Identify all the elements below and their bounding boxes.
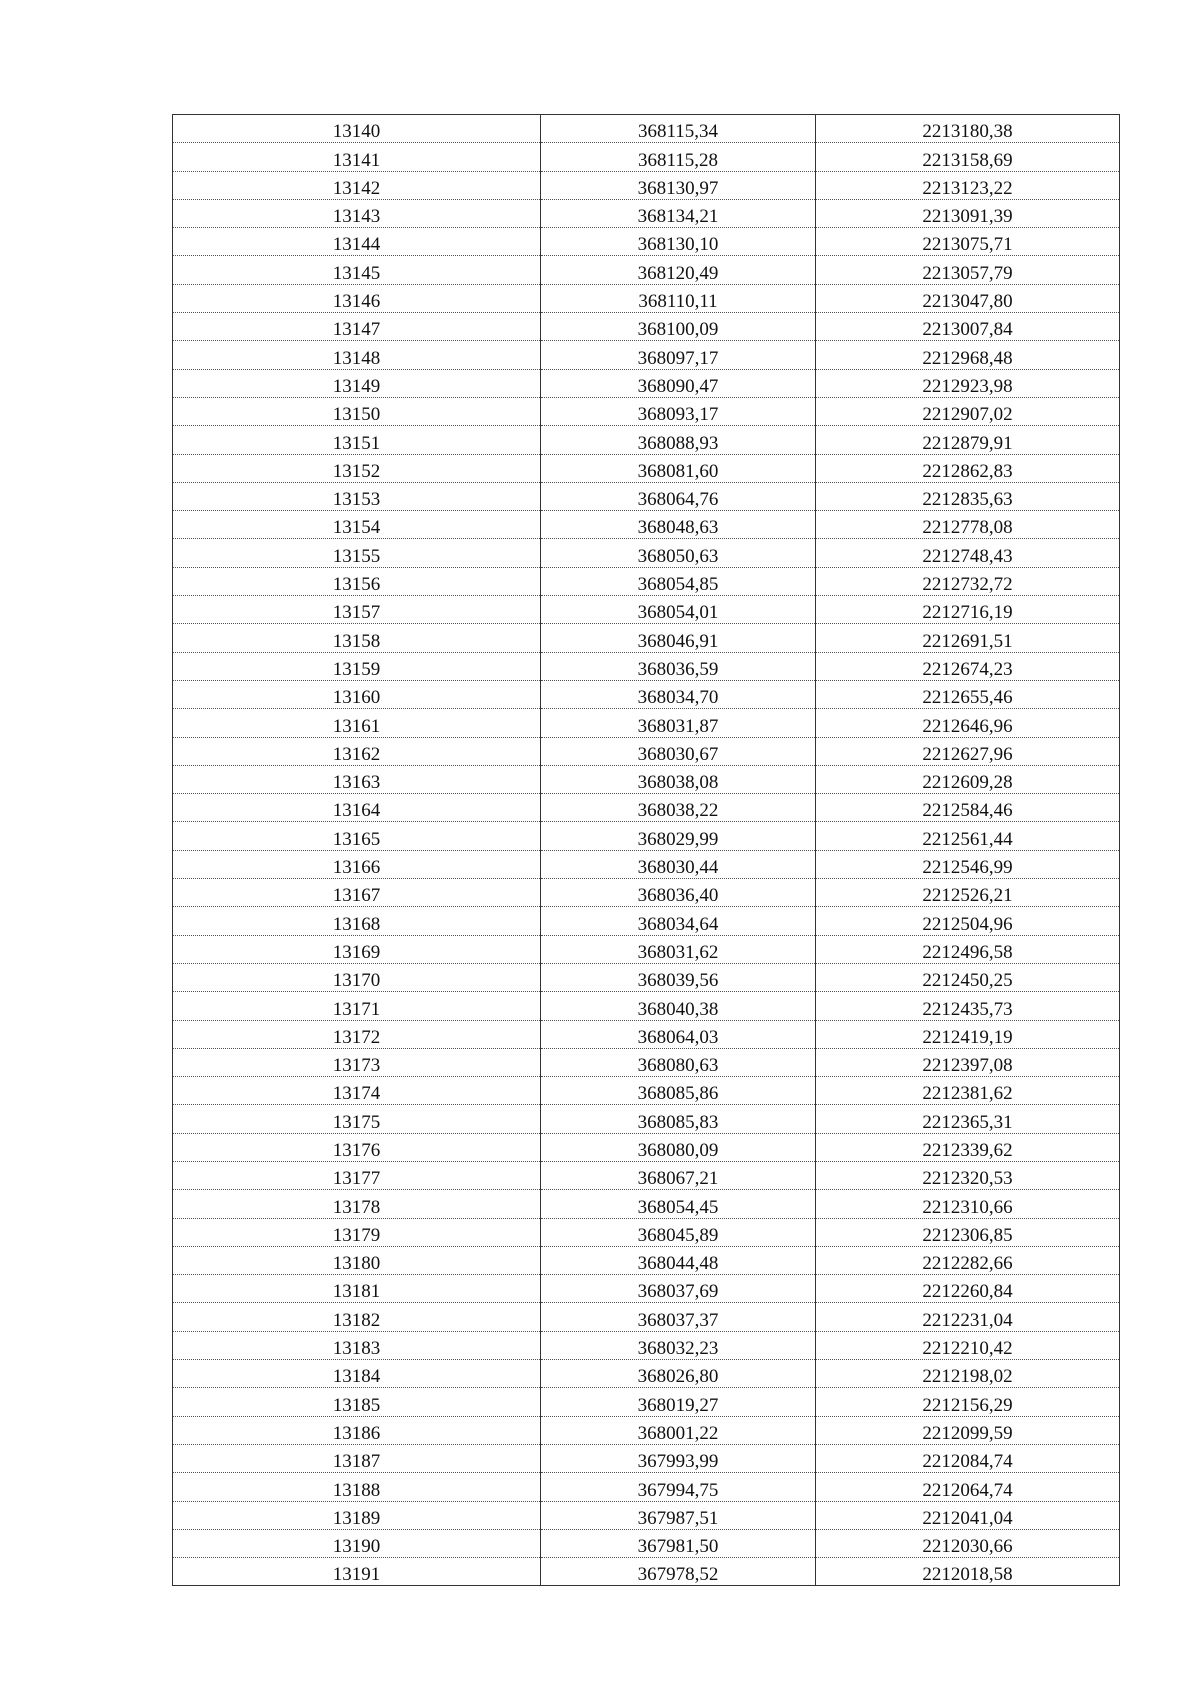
point-number-cell: 13170 [173, 963, 541, 991]
point-number-cell: 13168 [173, 907, 541, 935]
x-coordinate-cell: 368034,70 [541, 680, 816, 708]
table-row [173, 652, 1120, 680]
x-coordinate-cell: 368080,63 [541, 1048, 816, 1076]
y-coordinate-cell: 2212609,28 [816, 765, 1120, 793]
point-number-cell: 13165 [173, 822, 541, 850]
point-number-cell: 13172 [173, 1020, 541, 1048]
y-coordinate-cell: 2212084,74 [816, 1444, 1120, 1472]
point-number-cell: 13169 [173, 935, 541, 963]
point-number-cell: 13186 [173, 1416, 541, 1444]
x-coordinate-cell: 368036,59 [541, 652, 816, 680]
y-coordinate-cell: 2212320,53 [816, 1161, 1120, 1189]
table-row [173, 1048, 1120, 1076]
x-coordinate-cell: 368029,99 [541, 822, 816, 850]
point-number-cell: 13161 [173, 709, 541, 737]
table-row [173, 1218, 1120, 1246]
x-coordinate-cell: 368044,48 [541, 1246, 816, 1274]
table-row [173, 822, 1120, 850]
y-coordinate-cell: 2212282,66 [816, 1246, 1120, 1274]
point-number-cell: 13149 [173, 369, 541, 397]
y-coordinate-cell: 2212968,48 [816, 341, 1120, 369]
point-number-cell: 13184 [173, 1360, 541, 1388]
table-row [173, 1077, 1120, 1105]
coordinates-table-body [173, 115, 1120, 1586]
y-coordinate-cell: 2212584,46 [816, 794, 1120, 822]
table-row [173, 935, 1120, 963]
x-coordinate-cell: 368054,01 [541, 596, 816, 624]
point-number-cell: 13140 [173, 115, 541, 143]
y-coordinate-cell: 2212030,66 [816, 1529, 1120, 1557]
x-coordinate-cell: 367994,75 [541, 1473, 816, 1501]
x-coordinate-cell: 368110,11 [541, 284, 816, 312]
x-coordinate-cell: 368093,17 [541, 397, 816, 425]
table-row [173, 143, 1120, 171]
table-row [173, 1190, 1120, 1218]
x-coordinate-cell: 368039,56 [541, 963, 816, 991]
x-coordinate-cell: 368067,21 [541, 1161, 816, 1189]
x-coordinate-cell: 368130,97 [541, 171, 816, 199]
table-row [173, 567, 1120, 595]
table-row [173, 1360, 1120, 1388]
table-row [173, 171, 1120, 199]
x-coordinate-cell: 368130,10 [541, 228, 816, 256]
table-row [173, 256, 1120, 284]
table-row [173, 596, 1120, 624]
point-number-cell: 13166 [173, 850, 541, 878]
x-coordinate-cell: 368037,37 [541, 1303, 816, 1331]
y-coordinate-cell: 2212646,96 [816, 709, 1120, 737]
y-coordinate-cell: 2212397,08 [816, 1048, 1120, 1076]
table-row [173, 765, 1120, 793]
table-row [173, 624, 1120, 652]
x-coordinate-cell: 367978,52 [541, 1558, 816, 1586]
point-number-cell: 13173 [173, 1048, 541, 1076]
point-number-cell: 13147 [173, 313, 541, 341]
y-coordinate-cell: 2212310,66 [816, 1190, 1120, 1218]
table-row [173, 879, 1120, 907]
y-coordinate-cell: 2212835,63 [816, 482, 1120, 510]
point-number-cell: 13167 [173, 879, 541, 907]
point-number-cell: 13174 [173, 1077, 541, 1105]
point-number-cell: 13162 [173, 737, 541, 765]
table-row [173, 454, 1120, 482]
x-coordinate-cell: 368054,45 [541, 1190, 816, 1218]
table-row [173, 397, 1120, 425]
y-coordinate-cell: 2212260,84 [816, 1275, 1120, 1303]
y-coordinate-cell: 2212526,21 [816, 879, 1120, 907]
y-coordinate-cell: 2212627,96 [816, 737, 1120, 765]
point-number-cell: 13148 [173, 341, 541, 369]
table-row [173, 1275, 1120, 1303]
x-coordinate-cell: 368038,08 [541, 765, 816, 793]
y-coordinate-cell: 2213123,22 [816, 171, 1120, 199]
point-number-cell: 13143 [173, 199, 541, 227]
table-row [173, 313, 1120, 341]
y-coordinate-cell: 2212496,58 [816, 935, 1120, 963]
table-row [173, 1105, 1120, 1133]
x-coordinate-cell: 368040,38 [541, 992, 816, 1020]
point-number-cell: 13182 [173, 1303, 541, 1331]
table-row [173, 1558, 1120, 1586]
x-coordinate-cell: 368097,17 [541, 341, 816, 369]
point-number-cell: 13144 [173, 228, 541, 256]
table-row [173, 963, 1120, 991]
point-number-cell: 13179 [173, 1218, 541, 1246]
table-row [173, 1246, 1120, 1274]
y-coordinate-cell: 2212419,19 [816, 1020, 1120, 1048]
x-coordinate-cell: 368046,91 [541, 624, 816, 652]
x-coordinate-cell: 367981,50 [541, 1529, 816, 1557]
point-number-cell: 13142 [173, 171, 541, 199]
y-coordinate-cell: 2212306,85 [816, 1218, 1120, 1246]
table-row [173, 1416, 1120, 1444]
point-number-cell: 13188 [173, 1473, 541, 1501]
point-number-cell: 13153 [173, 482, 541, 510]
y-coordinate-cell: 2212339,62 [816, 1133, 1120, 1161]
x-coordinate-cell: 368064,76 [541, 482, 816, 510]
point-number-cell: 13176 [173, 1133, 541, 1161]
table-row [173, 341, 1120, 369]
table-row [173, 228, 1120, 256]
table-row [173, 482, 1120, 510]
table-row [173, 1388, 1120, 1416]
y-coordinate-cell: 2213180,38 [816, 115, 1120, 143]
table-row [173, 1331, 1120, 1359]
x-coordinate-cell: 368081,60 [541, 454, 816, 482]
x-coordinate-cell: 367993,99 [541, 1444, 816, 1472]
point-number-cell: 13150 [173, 397, 541, 425]
y-coordinate-cell: 2212907,02 [816, 397, 1120, 425]
point-number-cell: 13163 [173, 765, 541, 793]
point-number-cell: 13181 [173, 1275, 541, 1303]
y-coordinate-cell: 2212748,43 [816, 539, 1120, 567]
table-row [173, 369, 1120, 397]
y-coordinate-cell: 2212561,44 [816, 822, 1120, 850]
table-row [173, 1473, 1120, 1501]
table-row [173, 539, 1120, 567]
point-number-cell: 13152 [173, 454, 541, 482]
point-number-cell: 13151 [173, 426, 541, 454]
y-coordinate-cell: 2212504,96 [816, 907, 1120, 935]
x-coordinate-cell: 368036,40 [541, 879, 816, 907]
y-coordinate-cell: 2212732,72 [816, 567, 1120, 595]
point-number-cell: 13183 [173, 1331, 541, 1359]
point-number-cell: 13164 [173, 794, 541, 822]
table-row [173, 680, 1120, 708]
x-coordinate-cell: 368031,62 [541, 935, 816, 963]
x-coordinate-cell: 368050,63 [541, 539, 816, 567]
table-row [173, 1529, 1120, 1557]
x-coordinate-cell: 368001,22 [541, 1416, 816, 1444]
x-coordinate-cell: 368030,67 [541, 737, 816, 765]
coordinates-table [172, 114, 1120, 1586]
y-coordinate-cell: 2212879,91 [816, 426, 1120, 454]
table-row [173, 1020, 1120, 1048]
table-row [173, 426, 1120, 454]
x-coordinate-cell: 368080,09 [541, 1133, 816, 1161]
x-coordinate-cell: 368026,80 [541, 1360, 816, 1388]
point-number-cell: 13141 [173, 143, 541, 171]
table-row [173, 115, 1120, 143]
x-coordinate-cell: 368030,44 [541, 850, 816, 878]
table-row [173, 737, 1120, 765]
table-row [173, 1133, 1120, 1161]
point-number-cell: 13160 [173, 680, 541, 708]
y-coordinate-cell: 2213075,71 [816, 228, 1120, 256]
point-number-cell: 13185 [173, 1388, 541, 1416]
y-coordinate-cell: 2212862,83 [816, 454, 1120, 482]
point-number-cell: 13180 [173, 1246, 541, 1274]
y-coordinate-cell: 2212435,73 [816, 992, 1120, 1020]
y-coordinate-cell: 2212041,04 [816, 1501, 1120, 1529]
x-coordinate-cell: 368088,93 [541, 426, 816, 454]
table-row [173, 199, 1120, 227]
x-coordinate-cell: 368019,27 [541, 1388, 816, 1416]
table-row [173, 1444, 1120, 1472]
y-coordinate-cell: 2212778,08 [816, 511, 1120, 539]
point-number-cell: 13178 [173, 1190, 541, 1218]
x-coordinate-cell: 368115,34 [541, 115, 816, 143]
x-coordinate-cell: 368034,64 [541, 907, 816, 935]
y-coordinate-cell: 2212365,31 [816, 1105, 1120, 1133]
y-coordinate-cell: 2212450,25 [816, 963, 1120, 991]
point-number-cell: 13177 [173, 1161, 541, 1189]
table-row [173, 992, 1120, 1020]
x-coordinate-cell: 368115,28 [541, 143, 816, 171]
point-number-cell: 13190 [173, 1529, 541, 1557]
x-coordinate-cell: 368120,49 [541, 256, 816, 284]
point-number-cell: 13145 [173, 256, 541, 284]
y-coordinate-cell: 2212923,98 [816, 369, 1120, 397]
table-row [173, 709, 1120, 737]
point-number-cell: 13189 [173, 1501, 541, 1529]
point-number-cell: 13171 [173, 992, 541, 1020]
point-number-cell: 13154 [173, 511, 541, 539]
y-coordinate-cell: 2213091,39 [816, 199, 1120, 227]
point-number-cell: 13156 [173, 567, 541, 595]
x-coordinate-cell: 367987,51 [541, 1501, 816, 1529]
x-coordinate-cell: 368048,63 [541, 511, 816, 539]
point-number-cell: 13159 [173, 652, 541, 680]
y-coordinate-cell: 2212655,46 [816, 680, 1120, 708]
y-coordinate-cell: 2212156,29 [816, 1388, 1120, 1416]
point-number-cell: 13187 [173, 1444, 541, 1472]
point-number-cell: 13158 [173, 624, 541, 652]
x-coordinate-cell: 368054,85 [541, 567, 816, 595]
y-coordinate-cell: 2212546,99 [816, 850, 1120, 878]
table-row [173, 511, 1120, 539]
y-coordinate-cell: 2212381,62 [816, 1077, 1120, 1105]
table-row [173, 907, 1120, 935]
y-coordinate-cell: 2213047,80 [816, 284, 1120, 312]
point-number-cell: 13191 [173, 1558, 541, 1586]
y-coordinate-cell: 2213007,84 [816, 313, 1120, 341]
x-coordinate-cell: 368045,89 [541, 1218, 816, 1246]
y-coordinate-cell: 2212716,19 [816, 596, 1120, 624]
point-number-cell: 13157 [173, 596, 541, 624]
point-number-cell: 13155 [173, 539, 541, 567]
x-coordinate-cell: 368090,47 [541, 369, 816, 397]
x-coordinate-cell: 368085,86 [541, 1077, 816, 1105]
x-coordinate-cell: 368064,03 [541, 1020, 816, 1048]
y-coordinate-cell: 2212099,59 [816, 1416, 1120, 1444]
y-coordinate-cell: 2212231,04 [816, 1303, 1120, 1331]
y-coordinate-cell: 2212198,02 [816, 1360, 1120, 1388]
point-number-cell: 13146 [173, 284, 541, 312]
x-coordinate-cell: 368100,09 [541, 313, 816, 341]
y-coordinate-cell: 2213057,79 [816, 256, 1120, 284]
y-coordinate-cell: 2212018,58 [816, 1558, 1120, 1586]
x-coordinate-cell: 368037,69 [541, 1275, 816, 1303]
point-number-cell: 13175 [173, 1105, 541, 1133]
table-row [173, 794, 1120, 822]
table-row [173, 284, 1120, 312]
y-coordinate-cell: 2212691,51 [816, 624, 1120, 652]
table-row [173, 1161, 1120, 1189]
table-row [173, 1501, 1120, 1529]
y-coordinate-cell: 2212210,42 [816, 1331, 1120, 1359]
y-coordinate-cell: 2212674,23 [816, 652, 1120, 680]
x-coordinate-cell: 368038,22 [541, 794, 816, 822]
table-row [173, 1303, 1120, 1331]
y-coordinate-cell: 2213158,69 [816, 143, 1120, 171]
table-row [173, 850, 1120, 878]
y-coordinate-cell: 2212064,74 [816, 1473, 1120, 1501]
x-coordinate-cell: 368031,87 [541, 709, 816, 737]
x-coordinate-cell: 368134,21 [541, 199, 816, 227]
x-coordinate-cell: 368085,83 [541, 1105, 816, 1133]
x-coordinate-cell: 368032,23 [541, 1331, 816, 1359]
